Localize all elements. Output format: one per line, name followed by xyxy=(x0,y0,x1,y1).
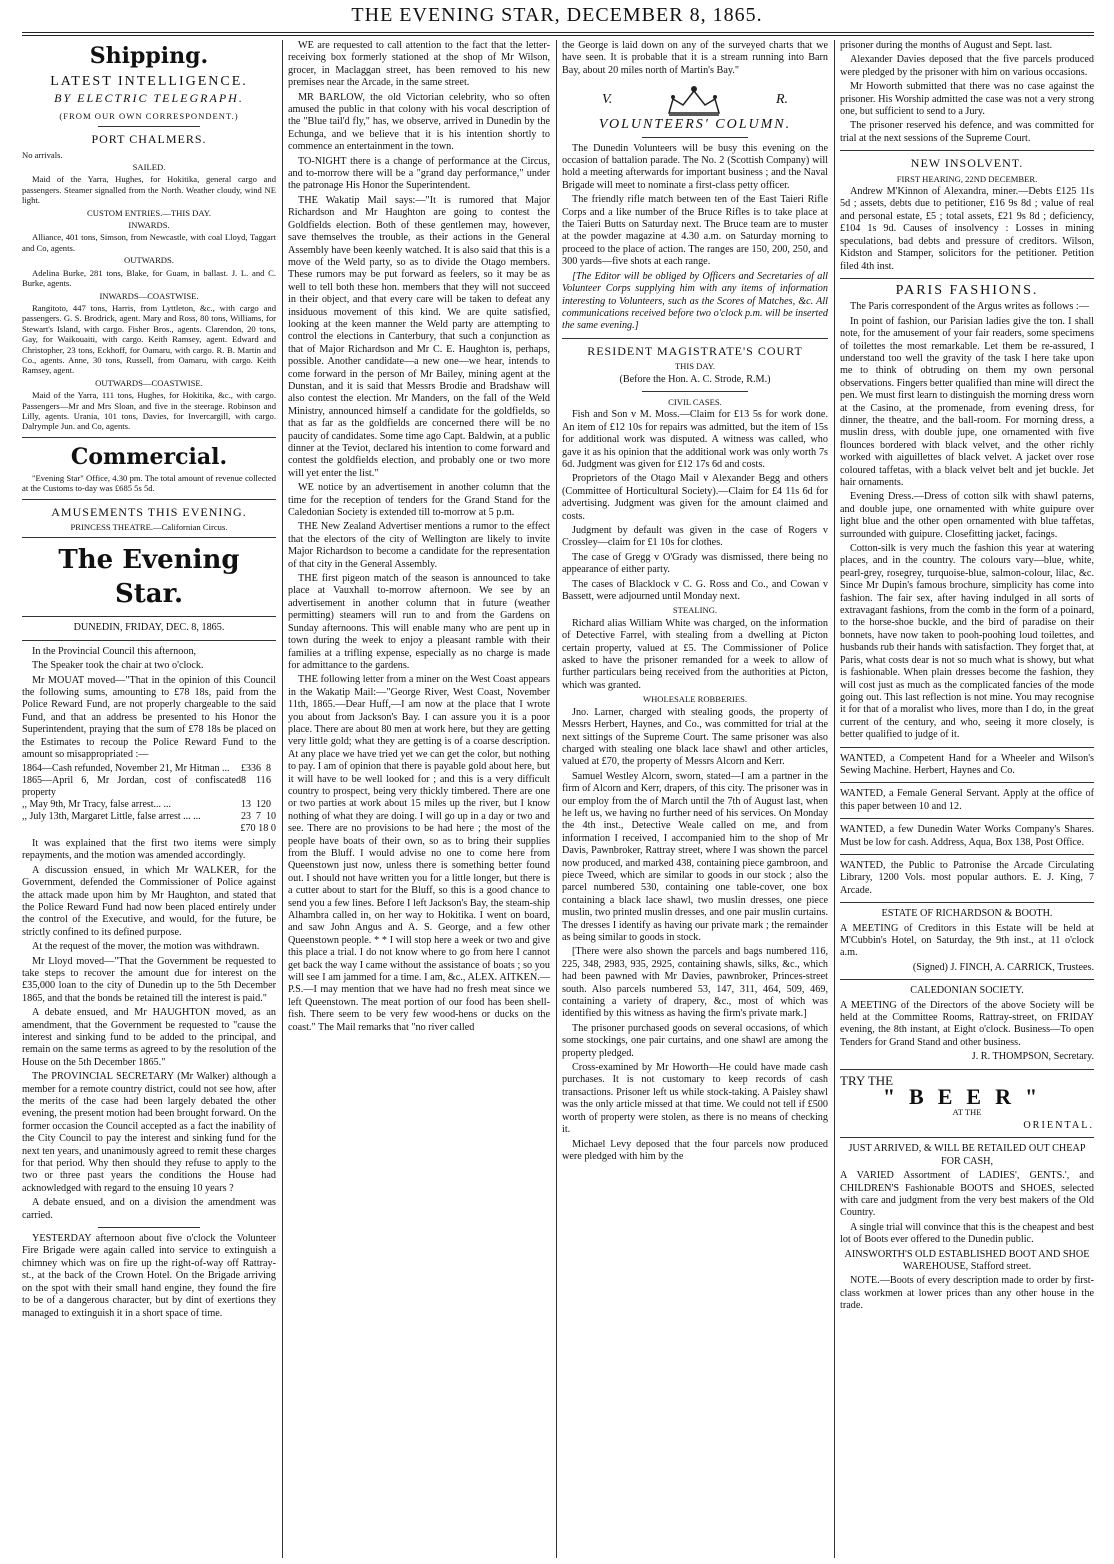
commercial-text: "Evening Star" Office, 4.30 pm. The total amount of revenue collected at the Customs to-day was £685 5s 5d. xyxy=(22,472,276,494)
divider xyxy=(840,150,1094,151)
paragraph: In point of fashion, our Parisian ladies give the ton. I shall note, for the amusement of your fair readers, some specimens of toilettes the most remarkable. Let them be re-assured, I understand too well the gravity of the task I here take upon me to think of obtruding on them my own personal observations. Fingers better qualified than mine will direct the pen. We must first learn to distinguish the morning dress worn at the Casino, at the promenade, from evening dress, for dinner, the theatre, and the ball-room. For morning dress, a muslin dress, with double jupe, one ornamented with five flounces bordered with black velvet, and the other richly worked with aiguillettes of black velvet. A jacket over rose coloured taffetas, with a black velvet belt and jet buckle. Jet hair ornaments. xyxy=(840,315,1094,488)
signature: (Signed) J. FINCH, A. CARRICK, Trustees. xyxy=(912,961,1094,973)
account-row xyxy=(22,811,276,823)
just-arrived: JUST ARRIVED, & WILL BE RETAILED OUT CHEAP FOR CASH, xyxy=(848,1143,1086,1167)
paragraph: NOTE.—Boots of every description made to order by first-class workmen at lower prices than any other house in the trade. xyxy=(840,1275,1094,1312)
sailed-heading: SAILED. xyxy=(132,162,166,173)
divider xyxy=(22,537,276,538)
divider xyxy=(840,782,1094,783)
civil-heading: CIVIL CASES. xyxy=(668,396,722,407)
paragraph: Alexander Davies deposed that the five parcels produced were pledged by the prisoner with him on various occasions. xyxy=(840,54,1094,78)
outwards-coastwise-text: Maid of the Yarra, 111 tons, Hughes, for Hokitika, &c., with cargo. Passengers—Mr and Mrs Sloan, and five in the steerage. Robinson and Lilly, agents. Urania, 101 tons, Davies, for Invercargill, with cargo. Dalrymple Jun. and Co, agents. xyxy=(22,390,276,432)
advertisement: A MEETING of the Directors of the above Society will be held at the Committee Rooms, Rattray-street, on FRIDAY evening, the 8th instant, at Eight o'clock. Business—To open Tenders for Grand Stand and other business. xyxy=(840,999,1094,1048)
paragraph: MR BARLOW, the old Victorian celebrity, who so often amused the public in that colony with his vocal description of the "Blue tail'd fly," has, we observe, arrived in Dunedin by the Echunga, and we believe that it is his intention shortly to commence an entertainment in the town. xyxy=(288,91,550,153)
divider xyxy=(840,747,1094,748)
beer-heading: "BEER" xyxy=(882,1084,1052,1110)
advertisement: WANTED, a Competent Hand for a Wheeler and Wilson's Sewing Machine. Herbert, Haynes and Co. xyxy=(840,752,1094,776)
divider xyxy=(840,902,1094,903)
account-desc: 1864—Cash refunded, November 21, Mr Hitman ... xyxy=(22,763,230,775)
paragraph: Jno. Larner, charged with stealing goods, the property of Messrs Herbert, Haynes, and Co., was committed for trial at the next sittings of the Supreme Court. The same prisoner was also charged with stealing one black lace shawl and other articles, valued at £70, the property of Messrs Alcorn and Kerr. xyxy=(562,706,828,768)
ainsworth: AINSWORTH'S OLD ESTABLISHED BOOT AND SHOE WAREHOUSE, Stafford street. xyxy=(844,1248,1090,1272)
amusements-heading: AMUSEMENTS THIS EVENING. xyxy=(51,504,247,519)
paragraph: The Dunedin Volunteers will be busy this evening on the occasion of battalion parade. The No. 2 (Scottish Company) will hold a meeting afterwards for important business ; and the Naval Brigade will meet to nominate a first-class petty officer. xyxy=(562,142,828,191)
account-pence: 0 xyxy=(266,799,271,811)
arrivals: No arrivals. xyxy=(22,149,63,160)
crest-letter-v: V. xyxy=(602,92,613,108)
princess-theatre: PRINCESS THEATRE.—Californian Circus. xyxy=(70,522,228,532)
paris-heading: PARIS FASHIONS. xyxy=(895,282,1039,298)
account-pence: 8 xyxy=(266,763,271,775)
shipping-heading: Shipping. xyxy=(89,43,209,69)
crest-letter-r: R. xyxy=(775,92,788,108)
account-desc: ,, May 9th, Mr Tracy, false arrest... ... xyxy=(22,799,172,811)
paragraph: The prisoner reserved his defence, and was committed for trial at the next sessions of the Supreme Court. xyxy=(840,120,1094,144)
editor-note: [The Editor will be obliged by Officers and Secretaries of all Volunteer Corps supplying him with any items of information interesting to Volunteers, such as the Scores of Matches, &c. All communications received before two o'clock p.m. will be inserted the same evening.] xyxy=(562,270,828,332)
commercial-heading: Commercial. xyxy=(70,443,228,470)
account-desc: ,, July 13th, Margaret Little, false arrest ... ... xyxy=(22,811,201,823)
divider xyxy=(840,1069,1094,1070)
paragraph: Proprietors of the Otago Mail v Alexander Begg and others (Committee of Horticultural Society).—Claim for £4 11s 6d for advertising. Judgment was given for the amount claimed and costs. xyxy=(562,473,828,522)
paragraph: In the Provincial Council this afternoon, xyxy=(32,645,197,657)
paragraph: Cross-examined by Mr Howorth—He could have made cash purchases. It is not customary to keep records of cash transactions. Prisoner left us while stock-taking. A Paisley shawl was the only article missed at that time. We could not tell if £500 worth of property were stolen, as there is no means of checking it. xyxy=(562,1062,828,1136)
crown-crest-icon xyxy=(659,83,729,117)
paragraph: The prisoner purchased goods on several occasions, of which some stockings, one pair curtains, and one shawl are among the property pledged. xyxy=(562,1022,828,1059)
account-row xyxy=(22,763,276,775)
account-desc: 1865—April 6, Mr Jordan, cost of confiscated property xyxy=(22,775,241,799)
account-shillings: 11 xyxy=(256,775,266,787)
outwards-coastwise-heading: OUTWARDS—COASTWISE. xyxy=(95,377,203,388)
paragraph: It was explained that the first two items were simply repayments, and the motion was amended accordingly. xyxy=(22,837,276,862)
outwards-heading: OUTWARDS. xyxy=(124,255,174,266)
paragraph: Michael Levy deposed that the four parcels now produced were pledged with him by the xyxy=(562,1138,828,1162)
paragraph: The case of Gregg v O'Grady was dismissed, there being no appearance of either party. xyxy=(562,551,828,576)
account-pounds: 8 xyxy=(241,775,246,787)
paragraph: A discussion ensued, in which Mr WALKER, for the Government, defended the Commissioner of Police against the attack made upon him by Mr Haughton, and stated that the Police Reward Fund had now been placed entirely under the control of the Executive, and would, for the future, be strictly confined to its defined purpose. xyxy=(22,864,276,938)
dateline: DUNEDIN, FRIDAY, DEC. 8, 1865. xyxy=(73,622,225,634)
divider xyxy=(642,137,748,138)
paragraph: [There were also shown the parcels and bags numbered 116, 225, 348, 2983, 935, 2925, containing shawls, silks, &c., which had been pawned with Mr Davies, pawnbroker, Princes-street south. Also parcels numbered 53, 147, 311, 464, 509, 469, containing a variety of drapery, &c., most of which was identified by this witness as having the firm's private mark.] xyxy=(562,946,828,1020)
estate-heading: ESTATE OF RICHARDSON & BOOTH. xyxy=(881,908,1053,920)
paragraph: Cotton-silk is very much the fashion this year at watering places, and in the country. The colours vary—blue, white, pearl-grey, rosegrey, turquoise-blue, salmon-colour, lilac, &c. Since Mr Dupin's famous brochure, simplicity has come into fashion. The fair sex, after having indulged in all sorts of extravagant fashions, from the comb in the form of a poinard, to the horse-shoe buckle, and the bird of paradise on their bonnets, have now taken to pooh-poohing loud toilettes, and husbands rub their hands with satisfaction. They forget that, at Paris, what costs dear is not so much what is showy, but what is fashionable. When plain dresses become the fashion, they will cost just as much as the complicated fancies of the mode going out. This last reflection is not mine. You may recognise it for that of a moralist who lives, more than I do, in the great current of the century, and who, seeing it more closely, is better qualified to judge of it. xyxy=(840,543,1094,741)
account-row xyxy=(22,775,276,799)
at-the: AT THE xyxy=(952,1107,982,1118)
advertisement: WANTED, a few Dunedin Water Works Company's Shares. Must be low for cash. Address, Aqua, Box 138, Post Office. xyxy=(840,824,1094,848)
account-pounds: £33 xyxy=(241,763,256,775)
divider xyxy=(22,499,276,500)
paragraph: Samuel Westley Alcorn, sworn, stated—I am a partner in the firm of Alcorn and Kerr, drapers, of this city. The prisoner was in our employ from the of March until the 7th of August last, when he left us, we having no further need of his services. On Monday the 4th inst., Detective Weale called on me, and from information I received, I accompanied him to the shop of Mr Davis, Pawnbroker, Rattray street, where I was shown the parcel now produced, and marked 438, containing piece gambroon, and piece Tweed, which are similar to goods in our stock ; also the parcel numbered 530, containing one table-cover, one box containing a black lace shawl, two muslin dresses, one piece muslin, two printed muslin dresses, and one pair muslin curtains. The dresses I identify as having our private mark ; the remainder as being similar to goods in stock. xyxy=(562,770,828,943)
hearing-line: FIRST HEARING, 22ND DECEMBER. xyxy=(896,173,1038,184)
masthead: THE EVENING STAR, DECEMBER 8, 1865. xyxy=(351,4,763,26)
paragraph: The friendly rifle match between ten of the East Taieri Rifle Corps and a like number of the Bruce Rifles is to take place at the Taieri Butts on Saturday next. The Bruce team are to muster at the powder magazine at 4.30 a.m. on Saturday morning to proceed to the place of action. The ranges are 150, 200, 250, and 300 yards—five shots at each range. xyxy=(562,194,828,268)
paragraph: prisoner during the months of August and Sept. last. xyxy=(840,40,1053,51)
paragraph: The PROVINCIAL SECRETARY (Mr Walker) although a member for a remote country district, could not see how, after the merits of the case had been largely debated the other evening, the present motion had been brought forward. On the former occasion the Council accepted as a fact the inability of the City Council to pay the interest and sinking fund for the next ten years, and unanimously agreed to remit these charges for that period. Why then should they refuse to apply to the two or three past years the conditions the House had acknowledged with regard to the ensuing 10 years ? xyxy=(22,1071,276,1194)
insolvent-heading: NEW INSOLVENT. xyxy=(910,156,1024,171)
paragraph: THE Wakatip Mail says:—"It is rumored that Major Richardson and Mr Haughton are going to contest the Goldfields election. Both of these gentlemen may, however, save themselves the trouble, as their actions in the General Assembly have been keenly watched. It is also said that this is a move of the Weld party, so as to divide the Otago members. These rumors may be put forward as feelers, so it may be as well to tell both these hon. members that they will not succeed in their object, and that every care will be taken to defeat any insiduous movement of this kind. We are quite satisfied, looking at the keen manner the Weld party are attempting to control the elections in Canterbury, that such a conjunction as that of Major Richardson and Mr C. E. Haughton is, perhaps, possible. Another candidate—a new one—we hear, intends to come forward in the person of Mr Bailey, mining agent at the Dunstan, and it is said that Messrs Brodie and Bradshaw will also contest the election. Mr Manders, on the fall of the Weld Ministry, announced himself a candidate for the goldfields, so that as far as the goldfields are concerned there will be no paucity of candidates. Some time ago Capt. Baldwin, at a public dinner at the Teviot, declared his intention to come forward and contest the goldfields election, and probably one or two more will yet enter the list." xyxy=(288,194,550,479)
paragraph: A single trial will convince that this is the cheapest and best lot of Boots ever offered to the Dunedin public. xyxy=(840,1221,1094,1246)
oriental: ORIENTAL. xyxy=(1023,1119,1094,1131)
divider xyxy=(840,818,1094,819)
account-table xyxy=(22,763,276,823)
stealing-heading: STEALING. xyxy=(672,605,718,616)
this-day: THIS DAY. xyxy=(674,361,716,372)
divider xyxy=(22,616,276,617)
caledonian-heading: CALEDONIAN SOCIETY. xyxy=(910,985,1024,997)
paragraph: Andrew M'Kinnon of Alexandra, miner.—Debts £125 11s 5d ; assets, debts due to petitioner, £16 9s 8d ; value of real and personal estate, £5 ; total assets, £21 9s 8d ; deficiency, £104 1s 9d. Causes of insolvency : Losses in mining speculations, bad debts and pressure of creditors. Wilson, Kidston and Stamper, solicitors for the petitioner. Petition filed 4th inst. xyxy=(840,186,1094,272)
paragraph: Mr Lloyd moved—"That the Government be requested to take steps to recover the amount due for interest on the £35,000 loan to the city of Dunedin up to the 5th December 1865, and that the bonds be retained till the interest is paid." xyxy=(22,955,276,1004)
paper-title: The Evening Star. xyxy=(58,545,240,610)
column-divider xyxy=(834,40,835,1558)
paragraph: THE New Zealand Advertiser mentions a rumor to the effect that the electors of the city of Wellington are likely to invite Major Richardson to become a candidate for the representation of that city in the General Assembly. xyxy=(288,521,550,570)
column-1 xyxy=(22,40,276,1558)
advertisement: A VARIED Assortment of LADIES', GENTS.', and CHILDREN'S Fashionable BOOTS and SHOES, selected with care and judgment from the very best makers of the Old Country. xyxy=(840,1170,1094,1219)
paragraph: The Paris correspondent of the Argus writes as follows :— xyxy=(850,301,1089,313)
before-line: (Before the Hon. A. C. Strode, R.M.) xyxy=(619,373,771,385)
paragraph: Evening Dress.—Dress of cotton silk with shawl paterns, and double jupe, one ornamented with white guipure over light blue and the other open ornamented with blue taffetas, surrounded with guipure. Closefitting jacket, facings. xyxy=(840,491,1094,540)
wholesale-heading: WHOLESALE ROBBERIES. xyxy=(642,694,748,705)
divider xyxy=(840,854,1094,855)
account-row xyxy=(22,799,276,811)
account-total: £70 18 0 xyxy=(240,823,276,835)
court-heading: RESIDENT MAGISTRATE'S COURT xyxy=(587,343,803,358)
divider xyxy=(22,437,276,438)
inwards-text: Alliance, 401 tons, Simson, from Newcastle, with coal Lloyd, Taggart and Co, agents. xyxy=(22,232,276,253)
paragraph: WE are requested to call attention to the fact that the letter-receiving box formerly stationed at the shop of Mr Wilson, grocer, in Maclaggan street, has been removed to his new premises near the Arcade, in the same street. xyxy=(288,40,550,89)
paragraph: the George is laid down on any of the surveyed charts that we have seen. It is probable that it is a stream running into Barn Bay, about 20 miles north of Martin's Bay." xyxy=(562,40,828,76)
account-pence: 6 xyxy=(266,775,271,787)
volunteers-heading: VOLUNTEERS' COLUMN. xyxy=(598,117,792,133)
column-divider xyxy=(282,40,283,1558)
account-pence: 10 xyxy=(266,811,276,823)
paragraph: Judgment by default was given in the case of Rogers v Crossley—claim for £1 10s for clothes. xyxy=(562,525,828,549)
paragraph: At the request of the mover, the motion was withdrawn. xyxy=(32,941,260,953)
account-pounds: 13 xyxy=(241,799,251,811)
paragraph: The Speaker took the chair at two o'clock. xyxy=(32,660,204,672)
account-pounds: 23 xyxy=(241,811,251,823)
inwards-heading: INWARDS. xyxy=(128,220,170,231)
paragraph: WE notice by an advertisement in another column that the time for the reception of tenders for the Grand Stand for the Caledonian Society is extended till to-morrow at 5 p.m. xyxy=(288,482,550,519)
masthead-rule xyxy=(22,32,1094,33)
volunteer-crest-line xyxy=(562,83,828,117)
column-4 xyxy=(840,40,1094,1558)
customs-heading: CUSTOM ENTRIES.—THIS DAY. xyxy=(87,207,211,218)
advertisement: WANTED, a Female General Servant. Apply at the office of this paper between 10 and 12. xyxy=(840,788,1094,812)
account-shillings: 12 xyxy=(256,799,266,811)
column-divider xyxy=(556,40,557,1558)
outwards-text: Adelina Burke, 281 tons, Blake, for Guam, in ballast. J. L. and C. Burke, agents. xyxy=(22,267,276,289)
telegraph-line: BY ELECTRIC TELEGRAPH. xyxy=(54,91,244,106)
divider xyxy=(840,278,1094,279)
masthead-rule-2 xyxy=(22,35,1094,36)
paragraph: Mr MOUAT moved—"That in the opinion of this Council the following sums, amounting to £78 18s, paid from the Police Reward Fund, are not properly chargeable to the said Fund, and that an address be presented to his Honor the Superintendent, praying that the sum of £78 18s be placed on the Estimates to recoup the Police Reward Fund to the amount so misappropriated :— xyxy=(22,674,276,761)
divider xyxy=(840,1137,1094,1138)
divider xyxy=(642,391,748,392)
account-shillings: 6 xyxy=(256,763,261,775)
paragraph: THE first pigeon match of the season is announced to take place at Vauxhall to-morrow afternoon. We see by an advertisement in another column that in future (weather permitting) steamers will run to and from the Gardens on Sunday afternoons. This will enable many who are pent up in town during the week to enjoy a pleasant ramble with their families at a trifling expense, especially as no charge is made for admittance to the gardens. xyxy=(288,573,550,671)
paragraph: The cases of Blacklock v C. G. Ross and Co., and Cowan v Bassett, were adjourned until Monday next. xyxy=(562,578,828,603)
paragraph: YESTERDAY afternoon about five o'clock the Volunteer Fire Brigade were again called into service to extinguish a chimney which was on fire up the right-of-way off Rattray-st., at the back of the Crown Hotel. On the Brigade arriving on the spot with their small hand engine, they found the fire to be of a dangerous character, but by dint of exertions they managed to extinguish it in a short space of time. xyxy=(22,1233,276,1319)
divider xyxy=(98,126,200,127)
column-3 xyxy=(562,40,828,1558)
paragraph: THE following letter from a miner on the West Coast appears in the Wakatip Mail:—"George River, West Coast, November 11th, 1865.—Dear Huff,—I am now at the place that I wrote you about from Jackson's Bay. I can assure you it is a poor place. There are about 80 men at work here, but they are getting very little gold; what they are getting is of a coarse description. At any place we have tried yet we can get the color, but nothing to pay. I am of opinion that there is payable gold about here, but it will have to be well looked for ; and this is a very difficult country to prospect, being very thickly timbered. There are one or two parties at work about 15 miles up the river, but I know nothing of what they are doing. I will go up in a day or two and see. There are no provisions to be had here ; the most of the people have boats of their own, so as to bring their supplies from the Bluff. I would advise no one to come here from Queenstown just now, unless there is something better found out. I should not have written you for a little longer, but there is a cutter about to start for the Bluff, so this is a good chance to send you a few lines. Before I left Jackson's Bay, the steam-ship Alhambra called in, on her way to Hokitika. I went on board, and saw John Angus and A. S. George, and a few other Queenstown people. * * I will stop here a week or two and give this place a trial. I do not know where to go from here I cannot get back the way I came without the assistance of boats ; so you will see I am jammed for a time. I am, &c., ALEX. AITKEN.—P.S.—I may mention that we have had no fresh meat since we left Queenstown. The meat portion of our food has been shell-fish. There seem to be very few wood-hens or ducks on the coast." The Mail remarks that "no river called xyxy=(288,674,550,1033)
column-2 xyxy=(288,40,550,1558)
port-heading: PORT CHALMERS. xyxy=(91,132,207,147)
paragraph: Fish and Son v M. Moss.—Claim for £13 5s for work done. An item of £12 10s for repairs was admitted, but the item of 15s for additional work was disputed. A witness was called, who gave it as his opinion that the additional work was only worth 7s 6d. Judgment was given for £12 17s 6d and costs. xyxy=(562,409,828,470)
paragraph: Richard alias William White was charged, on the information of Detective Farrel, with stealing from a dwelling at Picton certain property, valued at £5. The Commissioner of Police asked to have the prisoner remanded for a week to allow of further particulars being received from the authorities at Picton, which was granted. xyxy=(562,617,828,691)
divider xyxy=(22,640,276,641)
correspondent-line: (FROM OUR OWN CORRESPONDENT.) xyxy=(59,110,239,121)
try-the: TRY THE xyxy=(840,1072,894,1088)
sailed-text: Maid of the Yarra, Hughes, for Hokitika, general cargo and passengers. Steamer signalled from the North. Weather cloudy, wind NE light. xyxy=(22,174,276,206)
divider xyxy=(562,338,828,339)
paragraph: TO-NIGHT there is a change of performance at the Circus, and to-morrow there will be a "grand day performance," under the patronage His Honor the Superintendent. xyxy=(288,155,550,192)
paragraph: A debate ensued, and on a division the amendment was carried. xyxy=(22,1197,276,1221)
advertisement: WANTED, the Public to Patronise the Arcade Circulating Library, 1200 Vols. most popular authors. E. J. King, 7 Arcade. xyxy=(840,859,1094,896)
signature: J. R. THOMPSON, Secretary. xyxy=(971,1051,1094,1063)
paragraph: A debate ensued, and Mr HAUGHTON moved, as an amendment, that the Government be requested to "cause the interest and sinking fund to be added to the principal, and remain on the same terms as agreed to by the resolution of the House on the 5th December 1865." xyxy=(22,1007,276,1068)
divider xyxy=(840,979,1094,980)
account-shillings: 7 xyxy=(256,811,261,823)
advertisement: A MEETING of Creditors in this Estate will be held at M'Cubbin's Hotel, on Saturday, the 9th inst., at 11 o'clock a.m. xyxy=(840,922,1094,959)
inwards-coastwise-heading: INWARDS—COASTWISE. xyxy=(99,290,199,301)
latest-intelligence: LATEST INTELLIGENCE. xyxy=(50,74,248,89)
paragraph: Mr Howorth submitted that there was no case against the prisoner. His Worship admitted the case was not a very strong one, but sufficient to send to a Jury. xyxy=(840,81,1094,118)
inwards-coastwise-text: Rangitoto, 447 tons, Harris, from Lyttleton, &c., with cargo and passengers. G. S. Brodrick, agent. Mary and Ross, 80 tons, Williams, for Stewart's Island, with cargo. Fisher Bros., agents. Clarendon, 20 tons, Gay, for Waikouaiti, with cargo. Keith Ramsey, agent. Edward and Christopher, 23 tons, Eckhoff, for Oamaru, with cargo. R. B. Martin and Co., agents. Anne, 30 tons, Russell, from Oamaru, with cargo. Keith Ramsey, agent. xyxy=(22,302,276,376)
divider xyxy=(98,1227,200,1228)
